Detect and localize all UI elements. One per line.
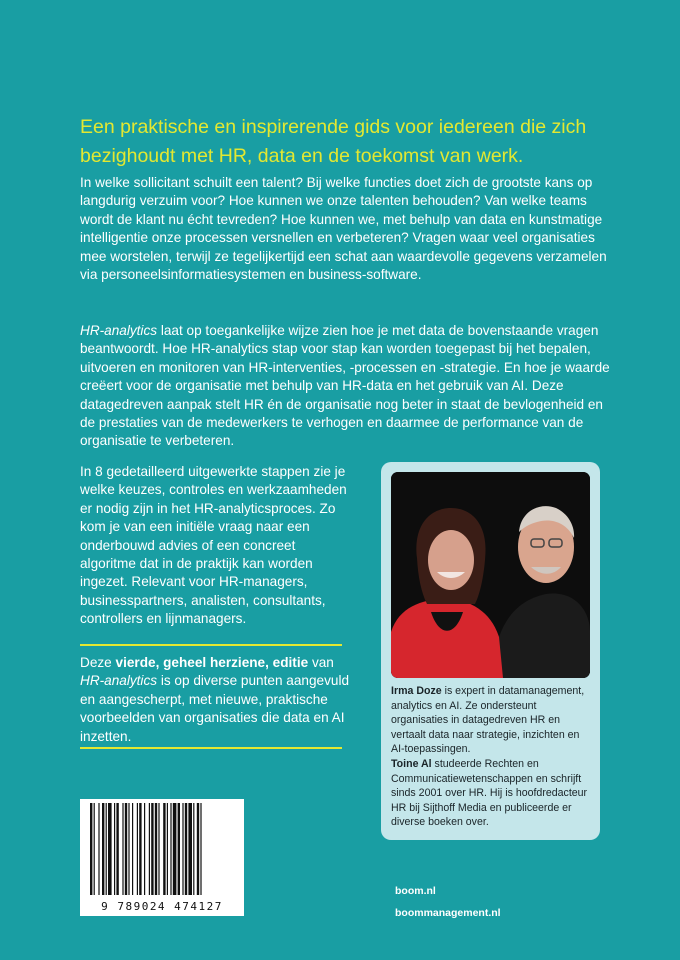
barcode-bar [163,803,165,895]
barcode-bar [167,803,168,895]
steps-paragraph: In 8 gedetailleerd uitgewerkte stappen zie je welke keuzes, controles en werkzaamheden er nodig zijn in het HR-analyticsproces. Zo kom je van een initiële vraag naar een onderbouwd advies of een concreet algoritme dat in de praktijk kan worden ingezet. Relevant voor HR-managers, businesspartners, analisten, consultants, controllers en lijnmanagers. [80,464,347,627]
barcode-bar [149,803,150,895]
barcode-bars [84,803,240,895]
divider-top [80,644,342,646]
barcode-bar [158,803,159,895]
barcode-bar [106,803,107,895]
author2-text: studeerde Rechten en Communicatiewetenschappen en schrijft sinds 2001 over HR. Hij is hoofdredacteur HR bij Sijthoff Media en publiceerde er diverse boeken over. [391,757,588,829]
barcode-number: 9 789024 474127 [101,900,223,913]
author-photo [391,472,590,678]
barcode-bar [155,803,157,895]
barcode-bar [193,803,194,895]
barcode-bar [178,803,180,895]
link-boom[interactable]: boom.nl [395,885,436,897]
publisher-links [395,880,501,924]
barcode-bar [151,803,153,895]
barcode-bar [197,803,199,895]
intro-paragraph: In welke sollicitant schuilt een talent? Bij welke functies doet zich de grootste kans op langdurig verzuim voor? Hoe kunnen we onze talenten behouden? Van welke teams wordt de klant nu écht tevreden? Hoe kunnen we, met behulp van data en kunstmatige intelligentie onze processen versnellen en verbeteren? Vragen waar veel organisaties mee worstelen, terwijl ze tegelijkertijd een schat aan waardevolle gegevens verzamelen via personeelsinformatiesystemen en business-software. [80,175,607,283]
author-photo-illustration [391,472,590,678]
barcode-bar [128,803,129,895]
barcode-bar [94,803,95,895]
barcode-bar [137,803,138,895]
author1-name: Irma Doze [391,685,442,697]
description-text: laat op toegankelijke wijze zien hoe je met data de bovenstaande vragen beantwoordt. Hoe HR-analytics stap voor stap kan worden toegepast bij het bepalen, uitvoeren en monitoren van HR-interventies, -processen en -strategie. En hoe je waarde creëert voor de organisatie met behulp van HR-data en het gebruik van AI. Deze datagedreven aanpak stelt HR én de organisatie nog beter in staat de bevlogenheid en de prestaties van de medewerkers te verhogen en daarmee de performance van de organisatie te verbeteren. [80,323,610,449]
barcode-bar [185,803,187,895]
book-title-italic: HR-analytics [80,323,158,338]
edition-bold: vierde, geheel herziene, editie [115,655,309,670]
author-card [381,462,600,840]
isbn-barcode [80,799,244,916]
barcode-bar [182,803,183,895]
barcode-bar [170,803,171,895]
barcode-bar [144,803,145,895]
author1-text: is expert in datamanagement, analytics en AI. Ze ondersteunt organisaties in datagedreven HR en vertaalt data naar strategie, inzichten en AI-toepassingen. [391,685,585,756]
edition-lead: Deze [80,655,116,670]
barcode-bar [102,803,104,895]
edition-rest: is op diverse punten aangevuld en aangescherpt, met nieuwe, praktische voorbeelden van organisaties die data en AI inzetten. [80,673,350,744]
barcode-bar [173,803,177,895]
description-paragraph [80,322,610,451]
author2-name: Toine Al [391,757,432,770]
divider-bottom [80,747,342,749]
edition-note [80,654,350,746]
barcode-bar [125,803,127,895]
barcode-bar [108,803,112,895]
link-boommanagement[interactable]: boommanagement.nl [395,907,501,919]
headline: Een praktische en inspirerende gids voor iedereen die zich bezighoudt met HR, data en de toekomst van werk. [80,116,587,167]
barcode-bar [200,803,201,895]
edition-title-italic: HR-analytics [80,673,158,689]
barcode-bar [132,803,133,895]
barcode-bar [139,803,141,895]
barcode-bar [122,803,123,895]
barcode-bar [114,803,115,895]
barcode-bar [188,803,192,895]
edition-mid: van [308,655,334,670]
barcode-bar [98,803,99,895]
barcode-bar [116,803,118,895]
author-bio [391,684,595,830]
barcode-bar [90,803,92,895]
